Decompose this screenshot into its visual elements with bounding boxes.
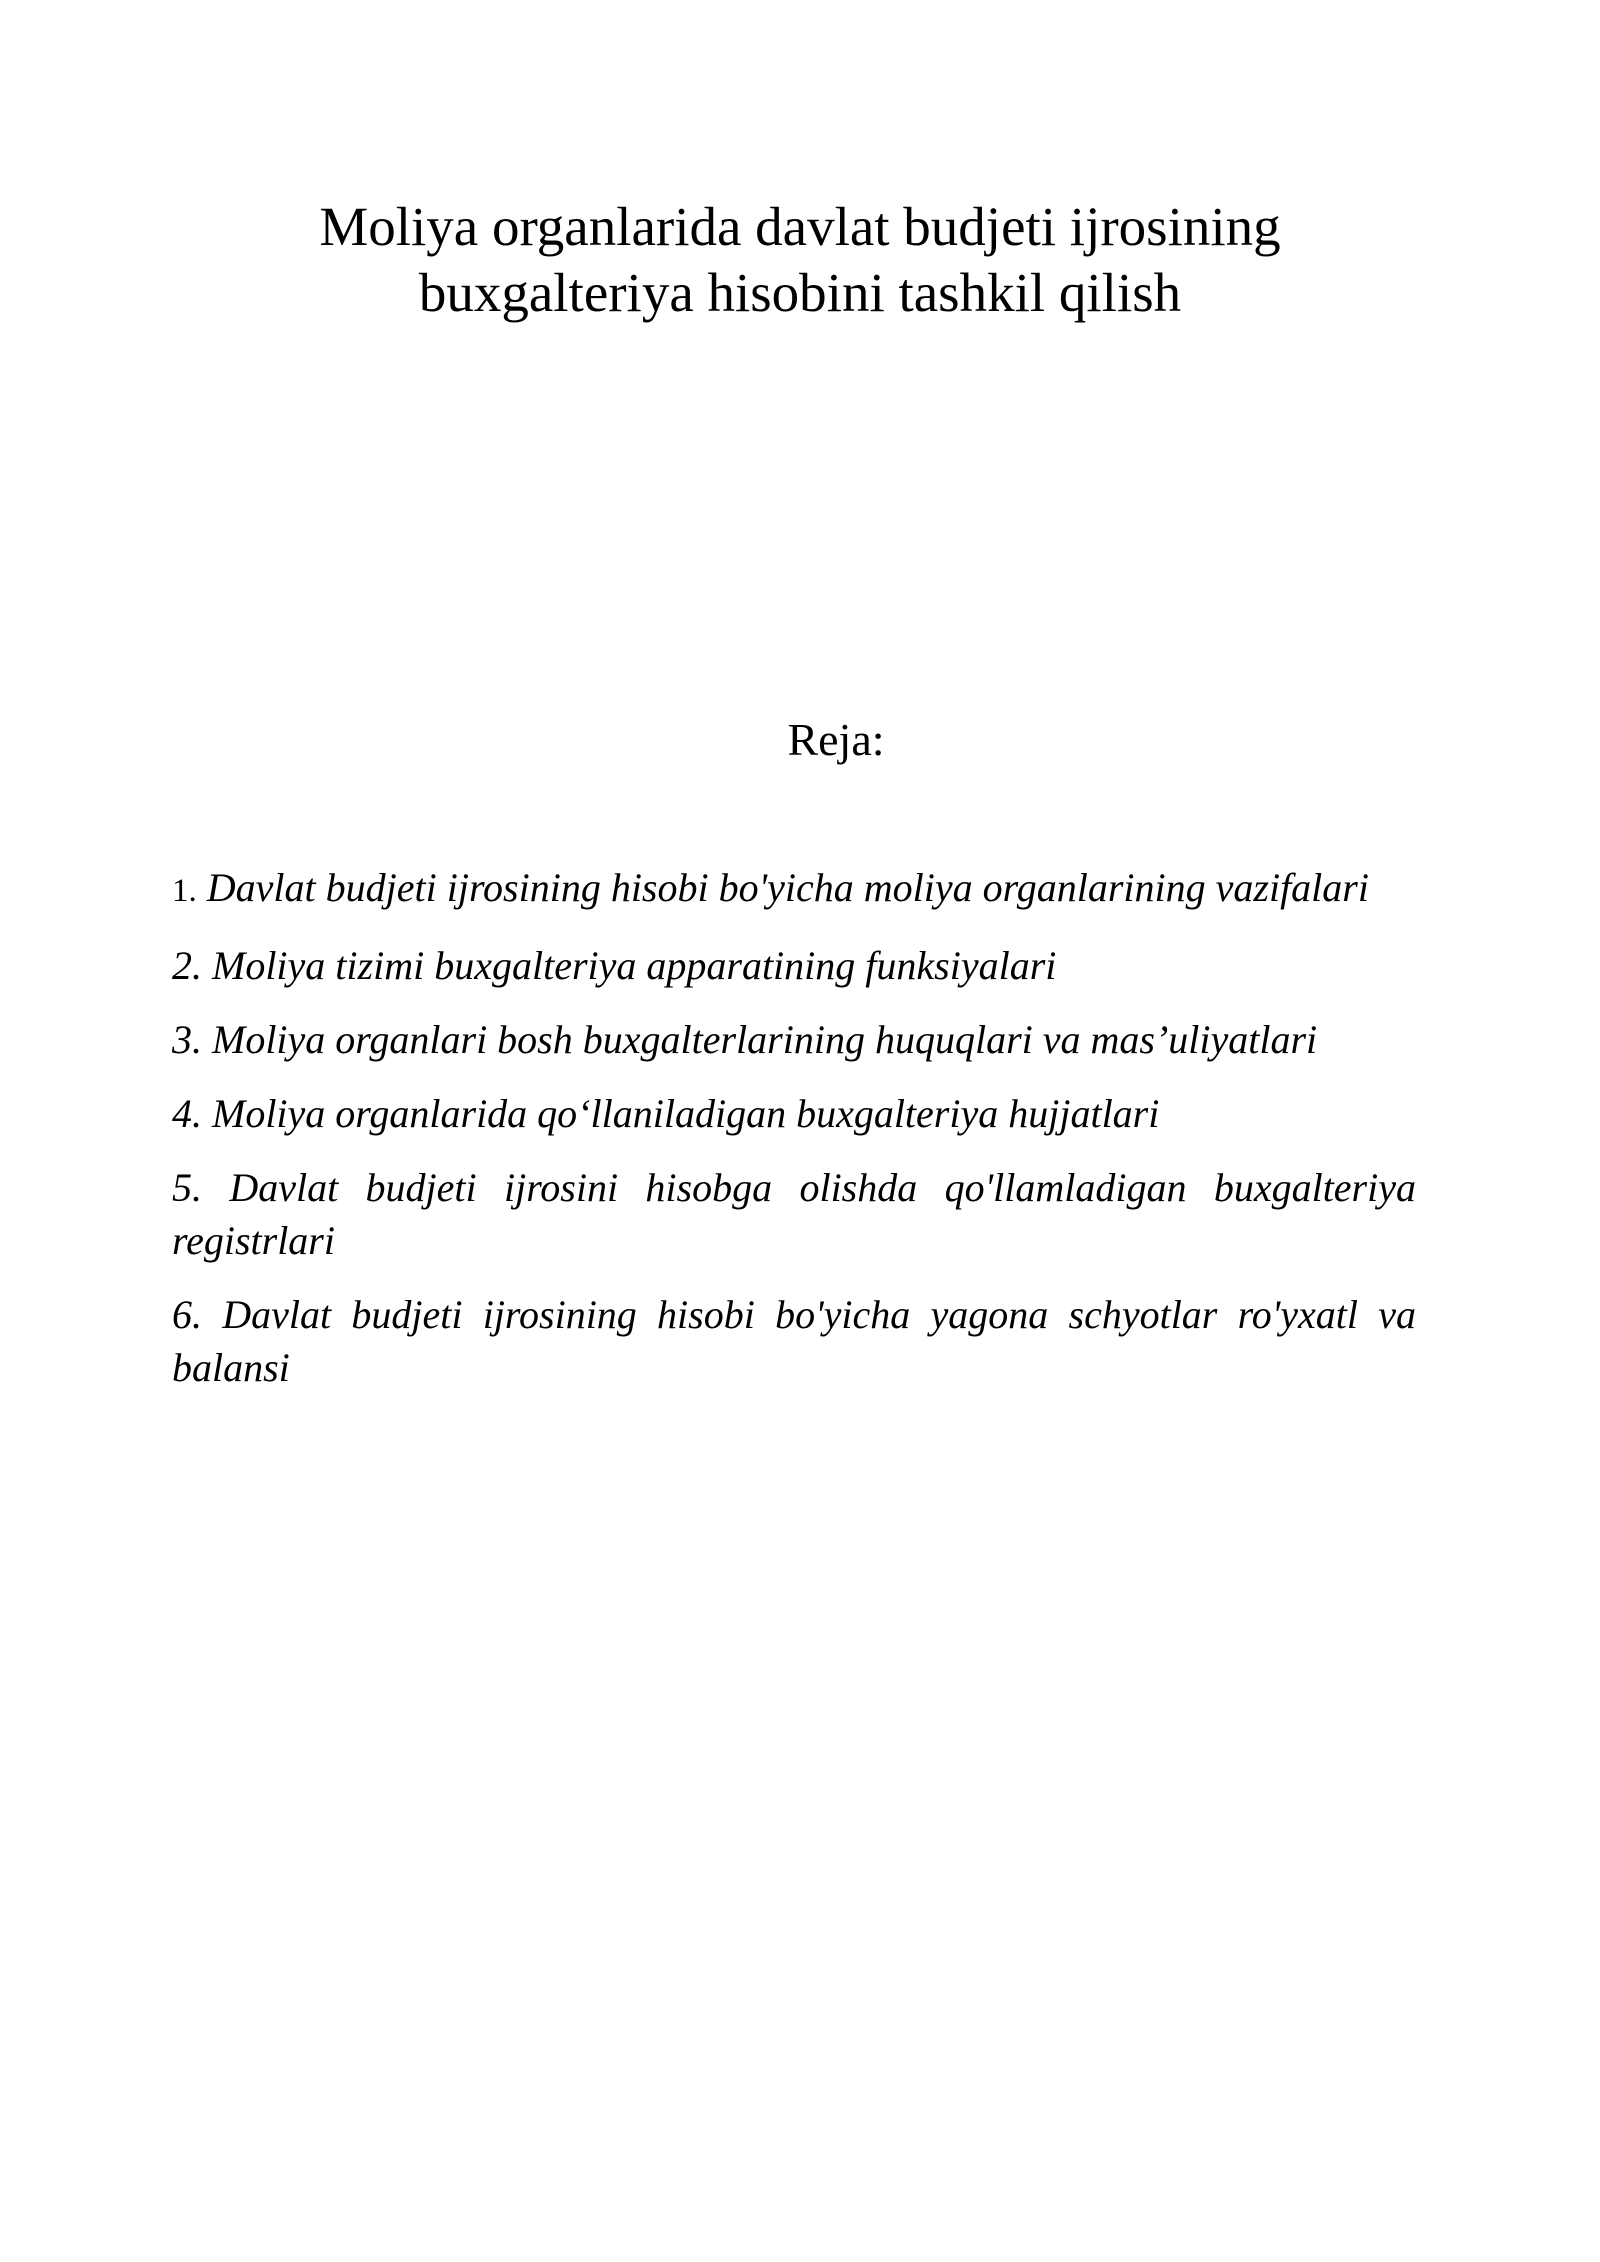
plan-item-2 xyxy=(172,939,1416,992)
plan-item-text: Moliya organlarida qo‘llaniladigan buxgalteriya hujjatlari xyxy=(202,1091,1160,1136)
plan-item-number: 4. xyxy=(172,1091,202,1136)
title-line-2: buxgalteriya hisobini tashkil qilish xyxy=(418,262,1182,323)
plan-item-6 xyxy=(172,1288,1416,1394)
plan-item-number: 1. xyxy=(172,873,197,909)
plan-list xyxy=(172,861,1416,1415)
plan-item-3 xyxy=(172,1013,1416,1066)
title-line-1: Moliya organlarida davlat budjeti ijrosining xyxy=(319,196,1281,257)
plan-item-number: 6. xyxy=(172,1292,202,1337)
plan-item-text: Davlat budjeti ijrosining hisobi bo'yicha moliya organlarining vazifalari xyxy=(196,865,1369,910)
plan-item-text: Moliya tizimi buxgalteriya apparatining funksiyalari xyxy=(202,943,1057,988)
plan-item-4 xyxy=(172,1087,1416,1140)
plan-item-number: 3. xyxy=(172,1017,202,1062)
plan-item-text: Moliya organlari bosh buxgalterlarining huquqlari va mas’uliyatlari xyxy=(202,1017,1318,1062)
plan-item-number: 2. xyxy=(172,943,202,988)
plan-item-number: 5. xyxy=(172,1165,202,1210)
plan-item-text: Davlat budjeti ijrosining hisobi bo'yicha yagona schyotlar ro'yxatl va balansi xyxy=(172,1292,1416,1390)
plan-heading: Reja: xyxy=(787,714,885,765)
plan-item-text: Davlat budjeti ijrosini hisobga olishda qo'llamladigan buxgalteriya registrlari xyxy=(172,1165,1416,1263)
plan-item-5 xyxy=(172,1161,1416,1267)
document-title xyxy=(0,194,1600,326)
plan-item-1 xyxy=(172,861,1416,918)
